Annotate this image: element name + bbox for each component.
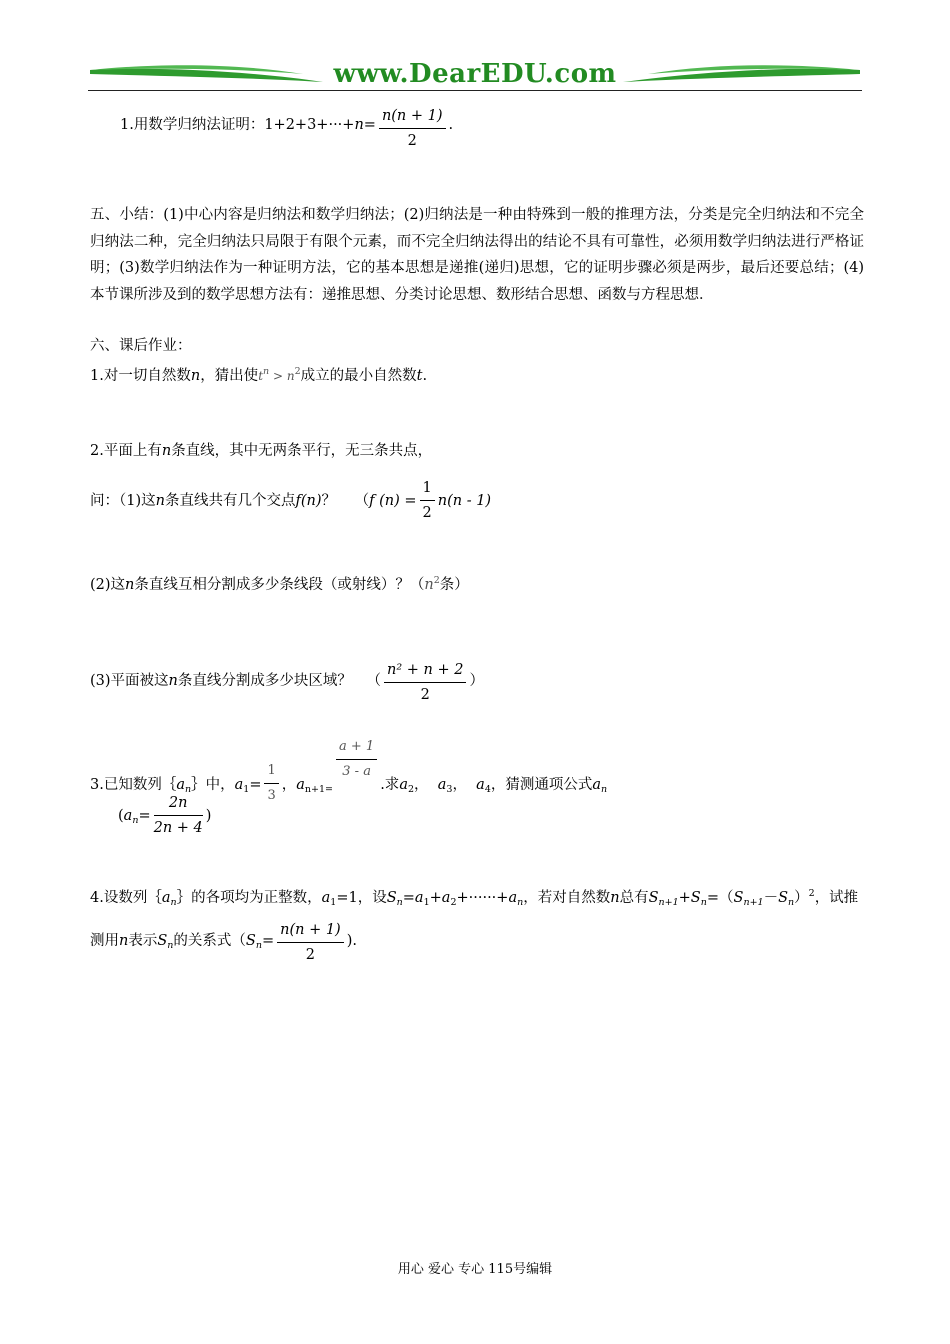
question-2-part-2: (2)这n条直线互相分割成多少条线段（或射线）？（$n^2$条） xyxy=(90,575,469,593)
fraction xyxy=(420,478,435,523)
q3-text-b: ｝中， xyxy=(191,777,235,793)
q4-line2-b: 表示 xyxy=(128,933,158,949)
answer-lhs: f (n) = xyxy=(369,493,417,509)
var-a: a xyxy=(296,777,305,793)
problem-1 xyxy=(120,106,453,151)
var-n: n xyxy=(286,369,295,383)
answer-open-paren: （ xyxy=(354,493,370,509)
q4-text-g: ，若对自然数 xyxy=(523,890,611,906)
summary-paragraph: 五、小结：(1)中心内容是归纳法和数学归纳法；(2)归纳法是一种由特殊到一般的推理方法，分类是完全归纳法和不完全归纳法二种，完全归纳法只局限于有限个元素，而不完全归纳法得出的结论不具有可靠性，必须用数学归纳法进行严格证明；(3)数学归纳法作为一种证明方法，它的基本思想是递推(递归)思想，它的证明步骤必须是两步，最后还要总结；(4)本节课所涉及到的数学思想方法有：递推思想、分类讨论思想、数形结合思想、函数与方程思想． xyxy=(90,207,864,303)
question-2-part-3 xyxy=(90,660,484,705)
fraction-numerator: 1 xyxy=(264,761,278,784)
greater-than: > xyxy=(269,369,287,383)
question-3: 3.已知数列$\{a_n\}$中，$a_1=$ $\frac{1}{3}$ ，$a_{n+1=}$ $\frac{a + 1}{3 - a}$ .求$a_2$， $a_3$， $a_4$，猜测通项公式$a_n$ xyxy=(90,737,607,806)
q4-line2-c: 的关系式（ xyxy=(173,933,246,949)
q2-text-a: 2.平面上有 xyxy=(90,443,162,459)
q4-text-a: 4.设数列｛ xyxy=(90,890,162,906)
var-a: a xyxy=(399,777,408,793)
minus: － xyxy=(763,890,779,906)
var-n: n xyxy=(168,673,178,689)
var-a: a xyxy=(592,777,602,793)
fraction-numerator: n(n + 1) xyxy=(379,106,446,129)
fraction-numerator: 1 xyxy=(420,478,435,501)
q2-ask2-a: (2)这 xyxy=(90,577,126,593)
plus: + xyxy=(429,890,442,906)
page-footer: 用心 爱心 专心 115号编辑 xyxy=(397,1262,553,1277)
fraction xyxy=(277,920,344,965)
q2-ask3-a: (3)平面被这 xyxy=(90,673,169,689)
var-n: n xyxy=(190,368,201,384)
function-arg: (n) xyxy=(300,493,322,509)
fraction-denominator: 2 xyxy=(422,505,432,521)
fraction-denominator: 3 - a xyxy=(342,764,371,779)
plus-ellipsis: +······+ xyxy=(456,890,509,906)
q4-text-h: 总有 xyxy=(619,890,649,906)
q4-text-l: ，试推 xyxy=(814,890,859,906)
header-banner xyxy=(88,58,862,98)
question-1 xyxy=(90,362,427,386)
var-a: a xyxy=(176,777,185,793)
fraction-denominator: 3 xyxy=(267,788,276,803)
var-n: n xyxy=(161,443,172,459)
q4-line2-a: 测用 xyxy=(90,933,119,949)
question-4-line-2: 测用n表示$S_n$的关系式（$S_n=$ $\frac{n(n + 1)}{2}$ ). xyxy=(90,922,357,963)
q3-text-a: 3.已知数列｛ xyxy=(90,777,177,793)
var-a: a xyxy=(123,808,133,824)
close-paren: ） xyxy=(794,890,809,906)
var-n: n xyxy=(354,117,364,133)
q3-text-d: ，猜测通项公式 xyxy=(490,777,593,793)
question-3-answer: ($a_n=$ $\frac{2n}{2n + 4}$ ) xyxy=(118,795,212,836)
fraction xyxy=(154,793,203,838)
fraction-numerator: 2n xyxy=(154,793,203,816)
q2-ask2-b: 条直线互相分割成多少条线段（或射线）？（ xyxy=(134,577,425,593)
fraction-denominator: 2 xyxy=(420,687,430,703)
var-n: n xyxy=(125,577,135,593)
header-rule xyxy=(88,90,862,91)
inequality: $t^n > n^2$ xyxy=(258,366,301,383)
period: . xyxy=(448,117,454,133)
answer-open-paren: （ xyxy=(366,673,381,689)
question-2-part-1 xyxy=(90,478,491,523)
q4-text-b: ｝的各项均为正整数， xyxy=(176,890,322,906)
fraction-recurrence xyxy=(336,737,377,782)
answer-n: n xyxy=(424,577,434,593)
fraction-one-third xyxy=(264,761,278,806)
q2-ask1-a: 问：（1)这 xyxy=(90,493,156,509)
var-n: n xyxy=(155,493,165,509)
var-a: a xyxy=(476,777,485,793)
q3-text-c: .求 xyxy=(380,777,400,793)
answer-close-paren: ） xyxy=(469,673,484,689)
question-4-line-1: 4.设数列$\{a_n\}$的各项均为正整数，$a_1=1$，设$S_n=a_1+a_2+\cdot\cdot\cdot\cdot\cdot\cdot+a_n$，若对自然数n总有$S_{n+1}+S_n=(S_{n+1}-S_n)^2$，试推 xyxy=(90,888,859,908)
q1-text-b: ，猜出使 xyxy=(200,368,259,384)
q2-text-b: 条直线，其中无两条平行，无三条共点， xyxy=(171,443,433,459)
fraction-numerator: n² + n + 2 xyxy=(384,660,466,683)
equals: = xyxy=(402,890,415,906)
answer-close: ). xyxy=(346,933,357,949)
fraction-denominator: 2 xyxy=(407,133,417,149)
problem-1-text: 1.用数学归纳法证明：1+2+3+···+ xyxy=(120,117,355,133)
fraction-numerator: a + 1 xyxy=(336,737,377,760)
var-a: a xyxy=(234,777,244,793)
fraction-numerator: n(n + 1) xyxy=(277,920,344,943)
homework-title: 六、课后作业： xyxy=(90,338,192,354)
q2-ask3-b: 条直线分割成多少块区域？ xyxy=(177,673,352,689)
q4-text-c: =1，设 xyxy=(336,890,387,906)
function-f: f xyxy=(295,493,301,509)
fraction xyxy=(384,660,466,705)
fraction xyxy=(379,106,446,151)
equals: = xyxy=(249,777,262,793)
answer-close-paren: ) xyxy=(205,808,212,824)
q1-text-c: 成立的最小自然数 xyxy=(300,368,417,384)
q1-period: . xyxy=(422,368,428,384)
q2-ask2-tail: 条） xyxy=(439,577,469,593)
comma: ， xyxy=(281,777,297,793)
fraction-denominator: 2n + 4 xyxy=(153,820,203,836)
var-t: t xyxy=(416,368,423,384)
answer-open-paren: ( xyxy=(118,808,124,824)
q1-text-a: 1.对一切自然数 xyxy=(90,368,191,384)
subscript: n+1= xyxy=(304,784,334,795)
equals: = xyxy=(138,808,151,824)
question-mark: ？ xyxy=(321,493,337,509)
var-a: a xyxy=(437,777,447,793)
answer-rhs: n(n - 1) xyxy=(437,493,492,509)
equals: = xyxy=(363,117,376,133)
site-url: www.DearEDU.com xyxy=(333,59,617,89)
question-2-line-1 xyxy=(90,441,432,461)
q4-text-i: =（ xyxy=(706,890,734,906)
fraction-denominator: 2 xyxy=(305,947,316,963)
exponent: 2 xyxy=(808,888,815,899)
q2-ask1-b: 条直线共有几个交点 xyxy=(164,493,296,509)
var-t: t xyxy=(258,369,264,383)
